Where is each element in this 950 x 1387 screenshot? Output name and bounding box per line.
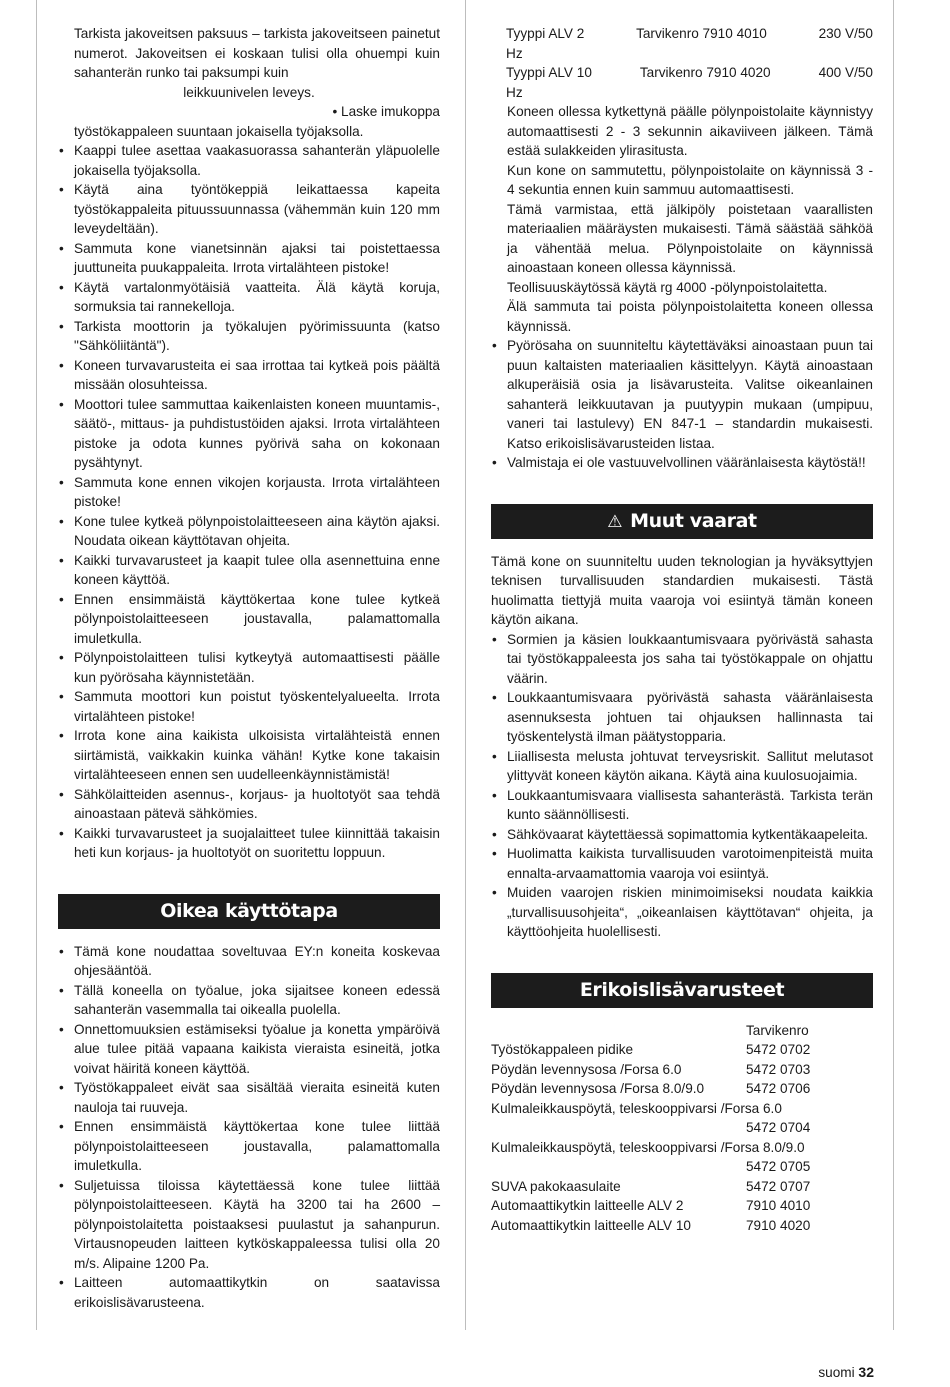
paragraph: Älä sammuta tai poista pölynpoistolaitetta koneen ollessa käynnissä. [507, 299, 873, 334]
type-name: Tyyppi ALV 2 [506, 26, 585, 41]
intro-bullet-line: • Laske imukoppa [332, 104, 440, 119]
list-item: • Pölynpoistolaitteen tulisi kytkeytyä automaattisesti päälle kun pyörösaha käynnistetään. [58, 648, 440, 687]
table-row [491, 1079, 873, 1099]
accessory-code: 5472 0702 [746, 1042, 811, 1057]
column-rule-right [893, 0, 894, 1330]
section-heading-accessories [491, 973, 873, 1008]
section-heading-label: Oikea käyttötapa [160, 899, 338, 922]
accessory-name: Pöydän levennysosa /Forsa 6.0 [491, 1061, 682, 1077]
list-item: • Työstökappaleet eivät saa sisältää vieraita esineitä kuten nauloja tai ruuveja. [58, 1078, 440, 1117]
paragraph: Kun kone on sammutettu, pölynpoistolaite on käynnissä 3 - 4 sekuntia ennen kuin sammuu automaattisesti. [507, 162, 873, 197]
paragraph: Tämä varmistaa, että jälkipöly poistetaan vaarallisten materiaalien määräysten mukaisesti. Tämä säästää sähköä ja vähentää melua. Pölynpoistolaite on käynnissä ainoastaan koneen ollessa käynnissä. [507, 201, 873, 275]
risks-intro: Tämä kone on suunniteltu uuden teknologian ja hyväksyttyjen teknisen turvallisuuden standardien mukaisesti. Tästä huolimatta tiettyjä muita vaaroja voi esiintyä tämän koneen käytön aikana. [491, 553, 873, 627]
type-hz: Hz [506, 45, 523, 61]
right-column [491, 24, 873, 1235]
list-item: • Loukkaantumisvaara pyörivästä sahasta vääränlaisesta asennuksesta johtuen tai ohjauksen hallinnasta tai työskentelystä ilman päätystopparia. [491, 688, 873, 747]
list-item: • Sähkövaarat käytettäessä sopimattomia kytkentäkaapeleita. [491, 825, 873, 845]
paragraph: Teollisuuskäytössä käytä rg 4000 -pölynpoistolaitetta. [507, 279, 828, 295]
table-row [491, 1040, 873, 1060]
warning-triangle-icon: ⚠ [607, 511, 623, 532]
paragraph: Koneen ollessa kytkettynä päälle pölynpoistolaite käynnistyy automaattisesti 2 - 3 sekunnin aikaviiveen jälkeen. Tämä estää sulakkeiden ylirasitusta. [507, 104, 873, 158]
accessory-name: Kulmaleikkauspöytä, teleskooppivarsi /Forsa 8.0/9.0 [491, 1139, 805, 1155]
list-item: • Sormien ja käsien loukkaantumisvaara pyörivästä sahasta tai työstökappaleesta jos saha tai työstökappale on ohjattu väärin. [491, 630, 873, 689]
list-item: • Ennen ensimmäistä käyttökertaa kone tulee kytkeä pölynpoistolaitteeseen joustavalla, palamattomalla imuletkulla. [58, 590, 440, 649]
type-row [491, 24, 873, 63]
list-item: • Sähkölaitteiden asennus-, korjaus- ja huoltotyöt saa tehdä ainoastaan pätevä sähkömies. [58, 785, 440, 824]
accessory-name: Kulmaleikkauspöytä, teleskooppivarsi /Forsa 6.0 [491, 1100, 782, 1116]
list-item: • Sammuta moottori kun poistut työskentelyalueelta. Irrota virtalähteen pistoke! [58, 687, 440, 726]
list-item: • Kone tulee kytkeä pölynpoistolaitteeseen aina käytön ajaksi. Noudata oikean käyttötavan ohjeita. [58, 512, 440, 551]
safety-list [58, 141, 440, 863]
usage-list [491, 336, 873, 473]
accessory-name: Automaattikytkin laitteelle ALV 10 [491, 1217, 691, 1233]
list-item: • Suljetuissa tiloissa käytettäessä kone tulee liittää pölynpoistolaitteeseen. Käytä ha 3200 tai ha 2600 –pölynpoistolaitetta poistaaksesi puulastut ja sahanpurun. Virtausnopeuden laitteen kytköskappaleessa tulisi olla 20 m/s. Alipaine 1200 Pa. [58, 1176, 440, 1274]
list-item: • Liiallisesta melusta johtuvat terveysriskit. Sallitut melutasot ylittyvät koneen käytön aikana. Käytä aina kuulosuojaimia. [491, 747, 873, 786]
correct-use-list [58, 942, 440, 1313]
list-item: • Onnettomuuksien estämiseksi työalue ja konetta ympäröivä alue tulee pitää vapaana kaikista vieraista esineitä, jotka voivat häiritä koneen käyttöä. [58, 1020, 440, 1079]
list-item: • Valmistaja ei ole vastuuvelvollinen vääränlaisesta käytöstä!! [491, 453, 873, 473]
type-hz: Hz [506, 84, 523, 100]
intro-line: leikkuunivelen leveys. [183, 84, 315, 100]
column-rule-left [36, 0, 37, 1330]
list-item: • Moottori tulee sammuttaa kaikenlaisten koneen muuntamis-, säätö-, mittaus- ja puhdistustöiden ajaksi. Irrota virtalähteen pistoke ja odota kunnes pyörivä saha on kokonaan pysähtynyt. [58, 395, 440, 473]
type-voltage: 230 V/50 [818, 26, 873, 41]
accessory-wide-row [491, 1099, 873, 1138]
list-item: • Sammuta kone vianetsinnän ajaksi tai poistettaessa juuttuneita puukappaleita. Irrota virtalähteen pistoke! [58, 239, 440, 278]
accessory-wide-row [491, 1138, 873, 1177]
type-voltage: 400 V/50 [818, 65, 873, 80]
list-item: • Kaikki turvavarusteet ja kaapit tulee olla asennettuina enne koneen käyttöä. [58, 551, 440, 590]
list-item: • Ennen ensimmäistä käyttökertaa kone tulee liittää pölynpoistolaitteeseen joustavalla, palamattomalla imuletkulla. [58, 1117, 440, 1176]
list-item: • Tällä koneella on työalue, joka sijaitsee koneen edessä sahanterän vasemmalla tai oikealla puolella. [58, 981, 440, 1020]
list-item: • Huolimatta kaikista turvallisuuden varotoimenpiteistä muita ennalta-arvaamattomia vaaroja voi esiintyä. [491, 844, 873, 883]
section-heading-other-risks [491, 504, 873, 539]
list-item: • Sammuta kone ennen vikojen korjausta. Irrota virtalähteen pistoke! [58, 473, 440, 512]
page-number: 32 [858, 1364, 874, 1380]
table-row [491, 1177, 873, 1197]
section-heading-correct-use [58, 894, 440, 929]
list-item: • Laitteen automaattikytkin on saatavissa erikoislisävarusteena. [58, 1273, 440, 1312]
accessory-code: 5472 0703 [746, 1061, 811, 1077]
list-item: • Loukkaantumisvaara viallisesta sahanterästä. Tarkista terän kunto säännöllisesti. [491, 786, 873, 825]
type-name: Tyyppi ALV 10 [506, 65, 592, 80]
list-item: • Tämä kone noudattaa soveltuvaa EY:n koneita koskevaa ohjesääntöä. [58, 942, 440, 981]
accessory-name: Työstökappaleen pidike [491, 1042, 634, 1057]
list-item: • Pyörösaha on suunniteltu käytettäväksi ainoastaan puun tai puun kaltaisten materiaalien käsittelyyn. Käytä ainoastaan alkuperäisiä osia ja lisävarusteita. Valitse oikeanlainen sahanterä leikkuutavan ja puutyypin mukaan (umpipuu, vaneri tai lastulevy) EN 847-1 – standardin mukaisesti. Katso erikoislisävarusteiden listaa. [491, 336, 873, 453]
intro-continuation: työstökappaleen suuntaan jokaisella työjaksolla. [74, 123, 364, 139]
risks-list [491, 630, 873, 942]
accessory-code: 5472 0705 [746, 1159, 811, 1174]
type-part: Tarvikenro 7910 4010 [636, 26, 767, 41]
section-heading-label: Erikoislisävarusteet [579, 978, 785, 1001]
footer-language: suomi [818, 1365, 855, 1380]
list-item: • Irrota kone aina kaikista ulkoisista virtalähteistä ennen siirtämistä, vaikkakin kuinka vähän! Kytke kone takaisin virtalähteeseen ennen sen uudelleenkäynnistämistä! [58, 726, 440, 785]
list-item: • Muiden vaarojen riskien minimoimiseksi noudata kaikkia „turvallisuusohjeita“, „oikeanlaisen käyttötavan“ ohjeita, ja käyttöohjeita huolellisesti. [491, 883, 873, 942]
section-heading-label: Muut vaarat [630, 509, 757, 532]
table-row [491, 1216, 873, 1236]
table-row [491, 1196, 873, 1216]
intro-paragraph: Tarkista jakoveitsen paksuus – tarkista jakoveitseen painetut numerot. Jakoveitsen ei koskaan tulisi olla ohuempi kuin sahanterän runko tai paksumpi kuin [74, 26, 440, 80]
accessory-code: 5472 0706 [746, 1081, 811, 1096]
left-column [58, 24, 440, 1312]
column-rule-middle [465, 0, 466, 1330]
type-row [491, 63, 873, 102]
list-item: • Kaappi tulee asettaa vaakasuorassa sahanterän yläpuolelle jokaisella työjaksolla. [58, 141, 440, 180]
accessory-name: SUVA pakokaasulaite [491, 1178, 621, 1194]
list-item: • Koneen turvavarusteita ei saa irrottaa tai kytkeä pois päältä missään olosuhteissa. [58, 356, 440, 395]
accessories-table [491, 1040, 873, 1099]
accessory-name: Pöydän levennysosa /Forsa 8.0/9.0 [491, 1081, 705, 1096]
accessory-code: 5472 0707 [746, 1178, 811, 1194]
accessory-code: 7910 4020 [746, 1217, 811, 1233]
list-item: • Kaikki turvavarusteet ja suojalaitteet tulee kiinnittää takaisin heti kun korjaus- ja huoltotyöt on suoritettu loppuun. [58, 824, 440, 863]
accessories-header: Tarvikenro [746, 1022, 809, 1038]
table-row [491, 1060, 873, 1080]
accessory-code: 5472 0704 [746, 1120, 811, 1135]
list-item: • Tarkista moottorin ja työkalujen pyörimissuunta (katso "Sähköliitäntä"). [58, 317, 440, 356]
accessory-name: Automaattikytkin laitteelle ALV 2 [491, 1198, 684, 1213]
accessory-code: 7910 4010 [746, 1198, 811, 1213]
accessories-table-continued [491, 1177, 873, 1236]
list-item: • Käytä vartalonmyötäisiä vaatteita. Älä käytä koruja, sormuksia tai rannekelloja. [58, 278, 440, 317]
page-footer [818, 1364, 874, 1380]
list-item: • Käytä aina työntökeppiä leikattaessa kapeita työstökappaleita pituussuunnassa (vähemmän kuin 120 mm leveydeltään). [58, 180, 440, 239]
type-part: Tarvikenro 7910 4020 [639, 65, 771, 80]
